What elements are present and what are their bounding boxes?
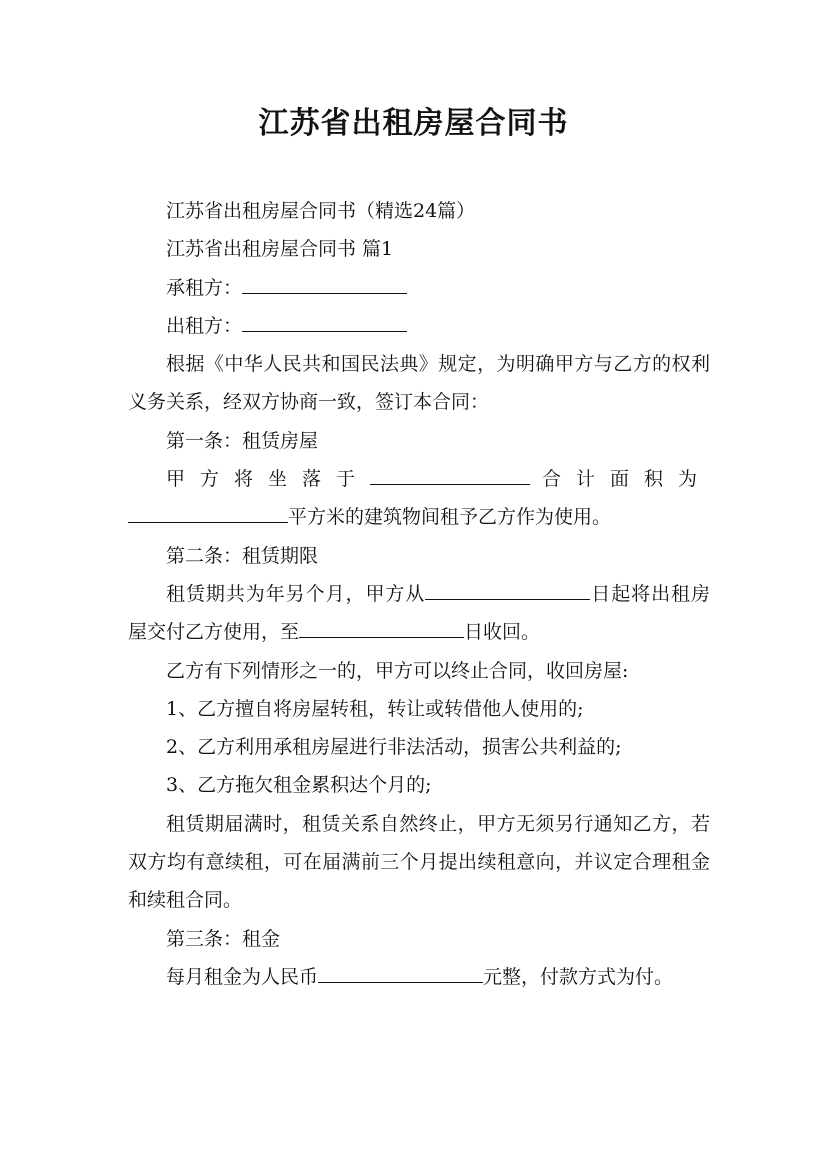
article-1-paragraph [128,460,710,537]
list-item-1: 1、乙方擅自将房屋转租，转让或转借他人使用的; [166,697,584,720]
list-item-3: 3、乙方拖欠租金累积达个月的; [166,774,432,797]
chapter-heading: 江苏省出租房屋合同书 篇1 [166,238,394,261]
document-title: 江苏省出租房屋合同书 [258,106,569,141]
lessor-label: 出租方： [166,314,243,337]
lessor-blank [242,311,407,332]
article-2-paragraph [128,575,710,652]
expiry-paragraph: 租赁期届满时，租赁关系自然终止，甲方无须另行通知乙方，若双方均有意续租，可在届满前三个月提出续租意向，并议定合理租金和续租合同。 [128,812,710,912]
article-3-text-a: 每月租金为人民币 [166,965,319,988]
lessee-label: 承租方： [166,276,243,299]
lessor-line [128,307,710,345]
article-1-text-c: 平方米的建筑物间租予乙方作为使用。 [288,506,612,529]
start-date-blank [425,579,590,600]
article-1-text-b: 合计面积为 [539,468,710,491]
rent-blank [318,962,483,983]
article-2-text-c: 日收回。 [464,621,541,644]
lessee-line [128,269,710,307]
article-2-text-b: 日起将出租房屋交付乙方使用，至 [128,582,710,644]
intro-paragraph: 根据《中华人民共和国民法典》规定，为明确甲方与乙方的权利义务关系，经双方协商一致，签订本合同： [128,353,710,414]
subtitle: 江苏省出租房屋合同书（精选24篇） [166,200,476,222]
lessee-blank [242,273,407,294]
location-blank [370,464,530,485]
article-2-heading: 第二条：租赁期限 [166,544,319,567]
article-3-heading: 第三条：租金 [166,927,281,950]
article-1-heading: 第一条：租赁房屋 [166,429,319,452]
termination-paragraph: 乙方有下列情形之一的，甲方可以终止合同，收回房屋: [166,659,629,682]
list-item-2: 2、乙方利用承租房屋进行非法活动，损害公共利益的; [166,736,622,759]
article-3-text-b: 元整，付款方式为付。 [483,965,674,988]
document-body [128,192,710,996]
article-1-text-a: 甲方将坐落于 [166,468,370,491]
end-date-blank [299,617,464,638]
area-blank [128,502,288,523]
article-2-text-a: 租赁期共为年另个月，甲方从 [166,582,426,605]
article-3-paragraph [128,958,710,996]
